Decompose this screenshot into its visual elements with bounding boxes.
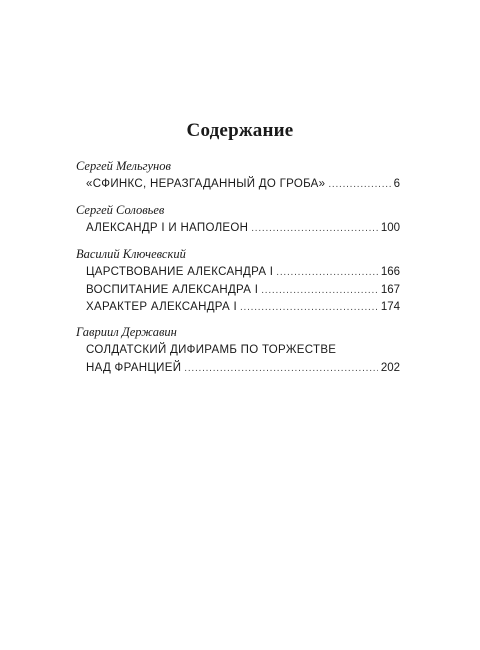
page-title: Содержание <box>186 120 294 141</box>
toc-group-melgunov <box>76 158 406 194</box>
entry-page: 174 <box>380 301 400 313</box>
entry-title: НАД ФРАНЦИЕЙ <box>86 362 182 374</box>
entry-title: ЦАРСТВОВАНИЕ АЛЕКСАНДРА I <box>86 266 274 278</box>
entry-title: ВОСПИТАНИЕ АЛЕКСАНДРА I <box>86 284 259 296</box>
author-name: Василий Ключевский <box>76 247 186 261</box>
toc-entry[interactable] <box>86 282 400 299</box>
toc-group-klyuchevsky <box>76 246 406 316</box>
dot-leader <box>276 263 378 283</box>
toc-entry[interactable] <box>86 262 400 282</box>
author-name: Гавриил Державин <box>76 325 177 339</box>
entry-page: 202 <box>380 362 400 374</box>
toc-entry[interactable] <box>86 218 400 238</box>
author-name: Сергей Мельгунов <box>76 159 171 173</box>
entry-title: «СФИНКС, НЕРАЗГАДАННЫЙ ДО ГРОБА» <box>86 178 326 190</box>
entry-page: 166 <box>380 266 400 278</box>
toc-entry[interactable] <box>86 299 400 316</box>
table-of-contents <box>76 158 406 383</box>
dot-leader <box>184 360 378 377</box>
toc-entry[interactable] <box>86 360 400 377</box>
toc-group-solovyov <box>76 202 406 238</box>
author-name: Сергей Соловьев <box>76 203 165 217</box>
dot-leader <box>251 219 378 239</box>
dot-leader <box>328 175 390 195</box>
entry-page: 167 <box>380 284 400 296</box>
dot-leader <box>240 299 378 316</box>
dot-leader <box>261 282 378 299</box>
toc-entry[interactable] <box>86 174 400 194</box>
entry-page: 6 <box>393 178 400 190</box>
toc-group-derzhavin <box>76 324 406 377</box>
toc-entry-line1[interactable] <box>86 340 400 360</box>
entry-title: АЛЕКСАНДР I И НАПОЛЕОН <box>86 222 249 234</box>
entry-title-line1: СОЛДАТСКИЙ ДИФИРАМБ ПО ТОРЖЕСТВЕ <box>86 344 337 356</box>
entry-page: 100 <box>380 222 400 234</box>
entry-title: ХАРАКТЕР АЛЕКСАНДРА I <box>86 301 237 313</box>
